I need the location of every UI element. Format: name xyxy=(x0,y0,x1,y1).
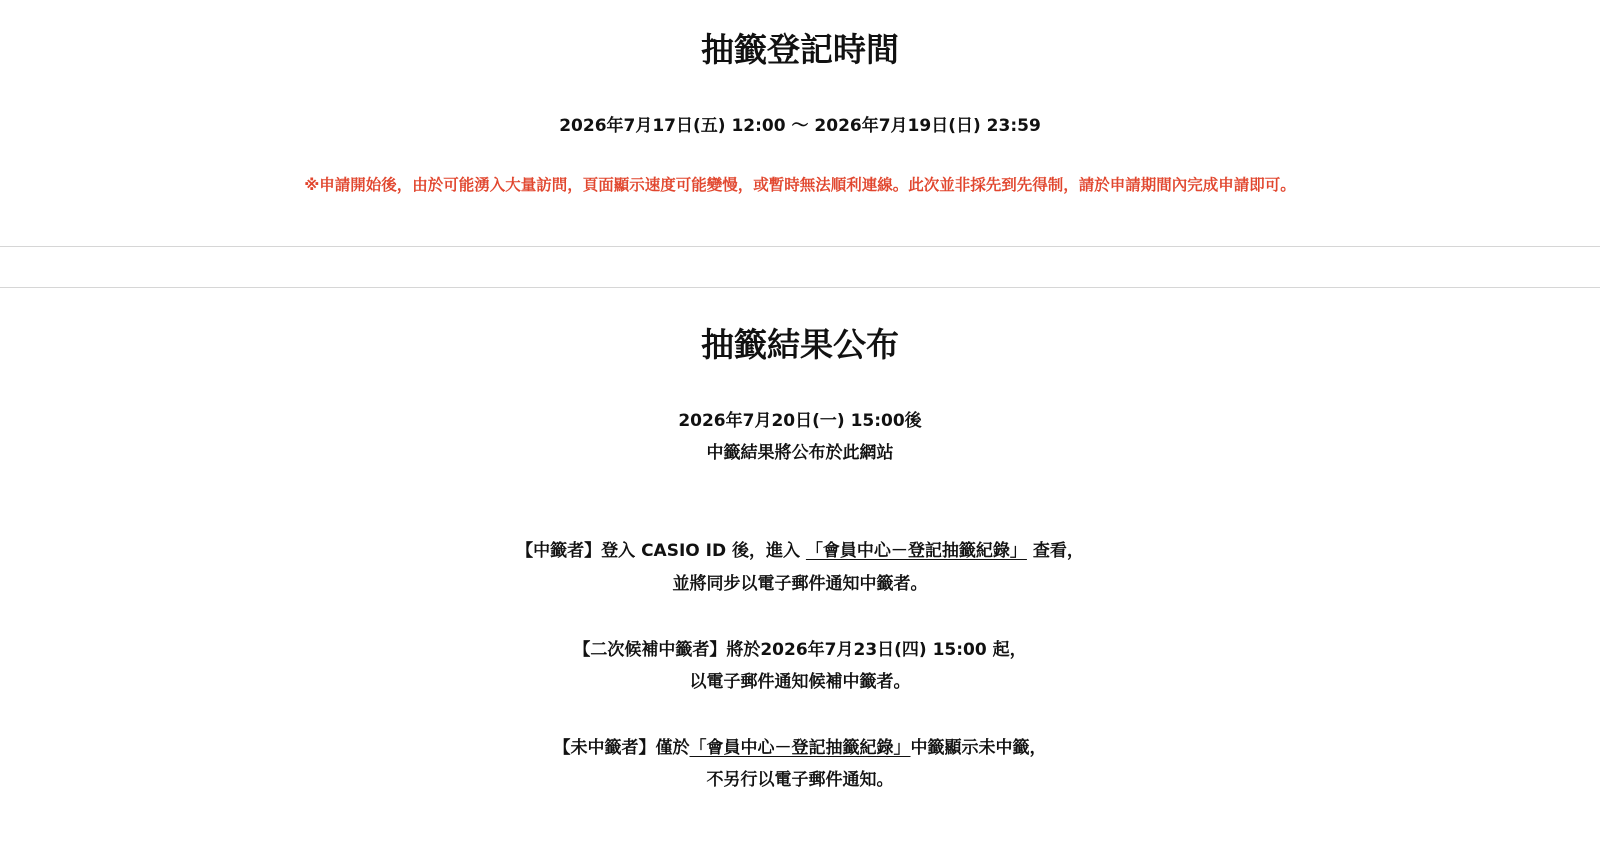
member-center-link-winners[interactable]: 「會員中心－登記抽籤紀錄」 xyxy=(805,541,1027,561)
winners-line-2: 並將同步以電子郵件通知中籤者。 xyxy=(672,574,928,594)
results-date: 2026年7月20日(一) 15:00後 xyxy=(678,411,922,431)
second-line-1: 【二次候補中籤者】將於2026年7月23日(四) 15:00 起， xyxy=(573,640,1027,660)
results-announce: 中籤結果將公布於此網站 xyxy=(706,443,894,463)
registration-period: 2026年7月17日(五) 12:00 〜 2026年7月19日(日) 23:59 xyxy=(559,116,1041,136)
winners-line-1 xyxy=(0,539,1600,563)
registration-title: 抽籤登記時間 xyxy=(701,30,899,69)
losers-suffix: 中籤顯示未中籤， xyxy=(910,738,1047,758)
losers-prefix: 【未中籤者】僅於 xyxy=(553,738,690,758)
member-center-link-losers[interactable]: 「會員中心－登記抽籤紀錄」 xyxy=(689,738,911,758)
winners-prefix: 【中籤者】登入 CASIO ID 後，進入 xyxy=(516,541,806,561)
registration-notice: ※申請開始後，由於可能湧入大量訪問，頁面顯示速度可能變慢，或暫時無法順利連線。此次並非採先到先得制，請於申請期間內完成申請即可。 xyxy=(304,176,1296,194)
results-title: 抽籤結果公布 xyxy=(701,325,899,364)
losers-line-2: 不另行以電子郵件通知。 xyxy=(706,770,894,790)
second-line-2: 以電子郵件通知候補中籤者。 xyxy=(689,672,911,692)
divider-bottom xyxy=(0,287,1600,288)
divider-top xyxy=(0,246,1600,247)
losers-line-1 xyxy=(0,736,1600,760)
winners-suffix: 查看， xyxy=(1026,541,1084,561)
